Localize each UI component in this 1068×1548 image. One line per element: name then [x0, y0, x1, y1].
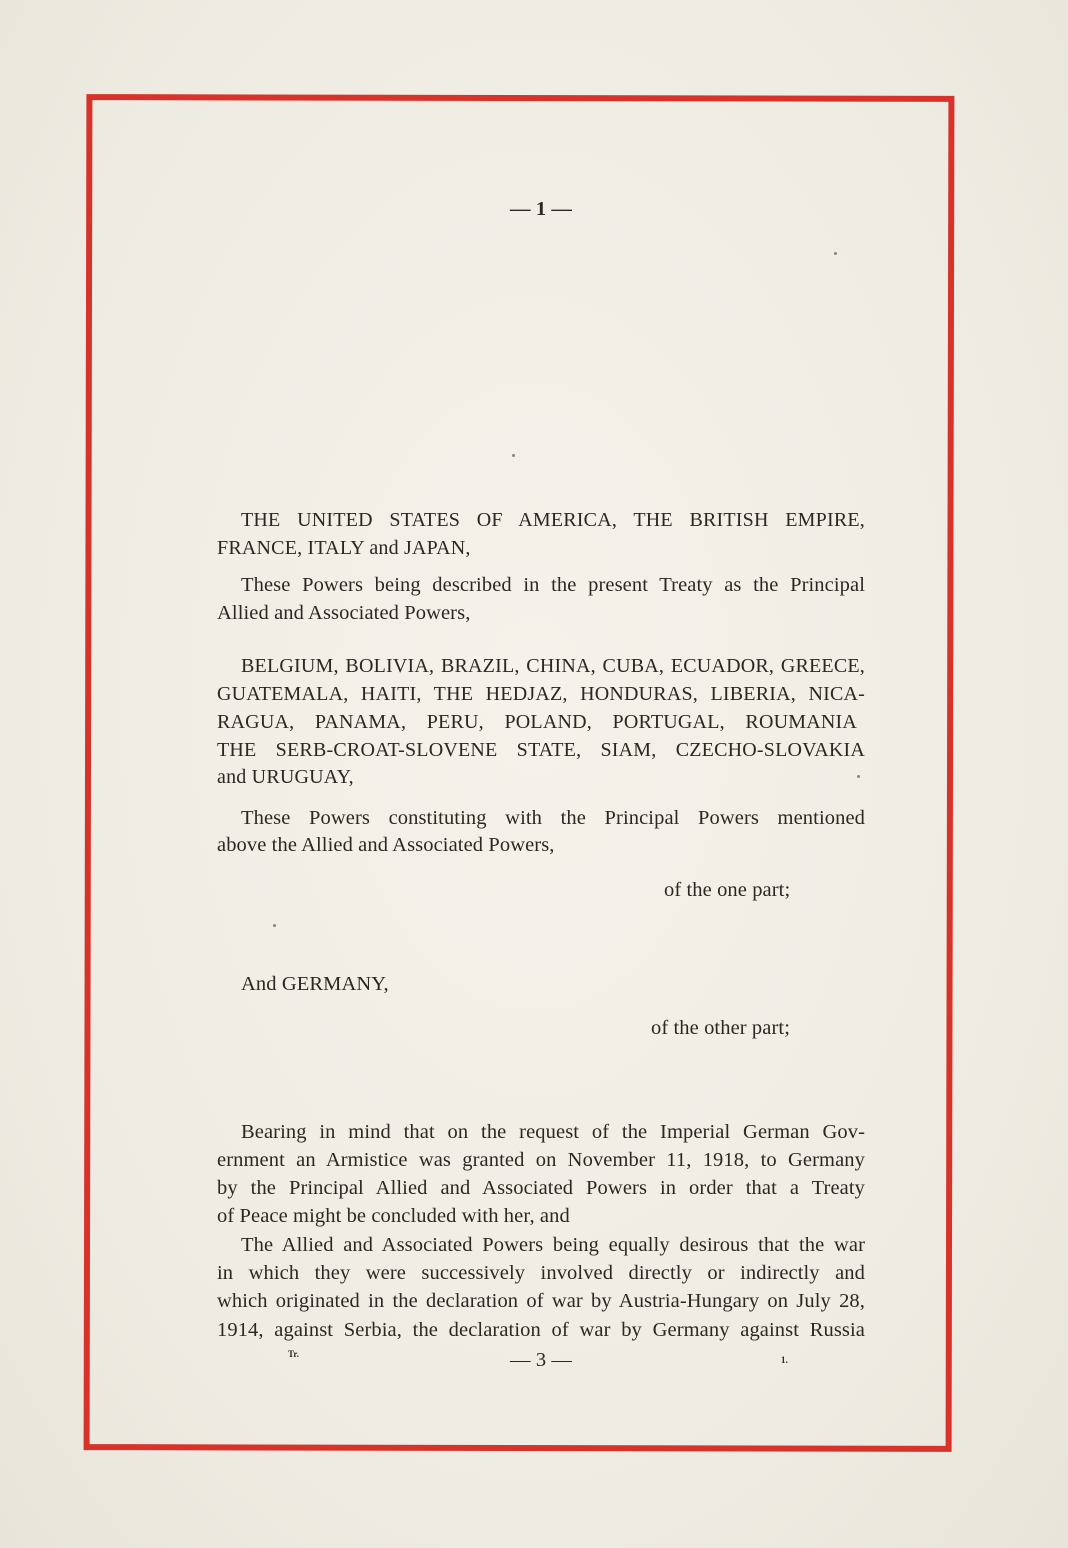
- principal-powers-line-2: FRANCE, ITALY and JAPAN,: [217, 537, 471, 559]
- one-part-label: of the one part;: [664, 879, 791, 901]
- desirous-line-3: which originated in the declaration of war by Austria-Hungary on July 28,: [217, 1290, 865, 1312]
- paper-speck: [512, 454, 515, 457]
- other-powers-line-3: RAGUA, PANAMA, PERU, POLAND, PORTUGAL, ROUMANIA: [217, 711, 857, 733]
- other-part-label: of the other part;: [651, 1017, 790, 1039]
- footer-left-mark: Tr.: [288, 1349, 300, 1359]
- footer-page-number: — 3 —: [510, 1349, 572, 1371]
- principal-description-line-2: Allied and Associated Powers,: [217, 602, 471, 624]
- header-page-number: — 1 —: [510, 198, 572, 220]
- paper-speck: [834, 252, 837, 255]
- germany-label: And GERMANY,: [241, 973, 389, 995]
- constituting-line-2: above the Allied and Associated Powers,: [217, 834, 555, 856]
- bearing-line-4: of Peace might be concluded with her, and: [217, 1205, 570, 1227]
- footer-right-mark: 1.: [781, 1355, 788, 1365]
- paper-speck: [273, 924, 276, 927]
- bearing-line-3: by the Principal Allied and Associated Powers in order that a Treaty: [217, 1177, 865, 1199]
- desirous-line-4: 1914, against Serbia, the declaration of war by Germany against Russia: [217, 1319, 865, 1341]
- desirous-line-1: The Allied and Associated Powers being equally desirous that the war: [241, 1234, 865, 1256]
- desirous-line-2: in which they were successively involved directly or indirectly and: [217, 1262, 865, 1284]
- bearing-line-2: ernment an Armistice was granted on November 11, 1918, to Germany: [217, 1149, 865, 1171]
- other-powers-line-2: GUATEMALA, HAITI, THE HEDJAZ, HONDURAS, LIBERIA, NICA-: [217, 683, 865, 705]
- bearing-line-1: Bearing in mind that on the request of the Imperial German Gov-: [241, 1121, 865, 1143]
- constituting-line-1: These Powers constituting with the Principal Powers mentioned: [241, 807, 865, 829]
- other-powers-line-1: BELGIUM, BOLIVIA, BRAZIL, CHINA, CUBA, ECUADOR, GREECE,: [241, 655, 865, 677]
- principal-description-line-1: These Powers being described in the present Treaty as the Principal: [241, 574, 865, 596]
- paper-speck: [857, 775, 860, 778]
- other-powers-line-4: THE SERB-CROAT-SLOVENE STATE, SIAM, CZECHO-SLOVAKIA: [217, 739, 865, 761]
- principal-powers-line-1: THE UNITED STATES OF AMERICA, THE BRITISH EMPIRE,: [241, 509, 865, 531]
- other-powers-line-5: and URUGUAY,: [217, 766, 354, 788]
